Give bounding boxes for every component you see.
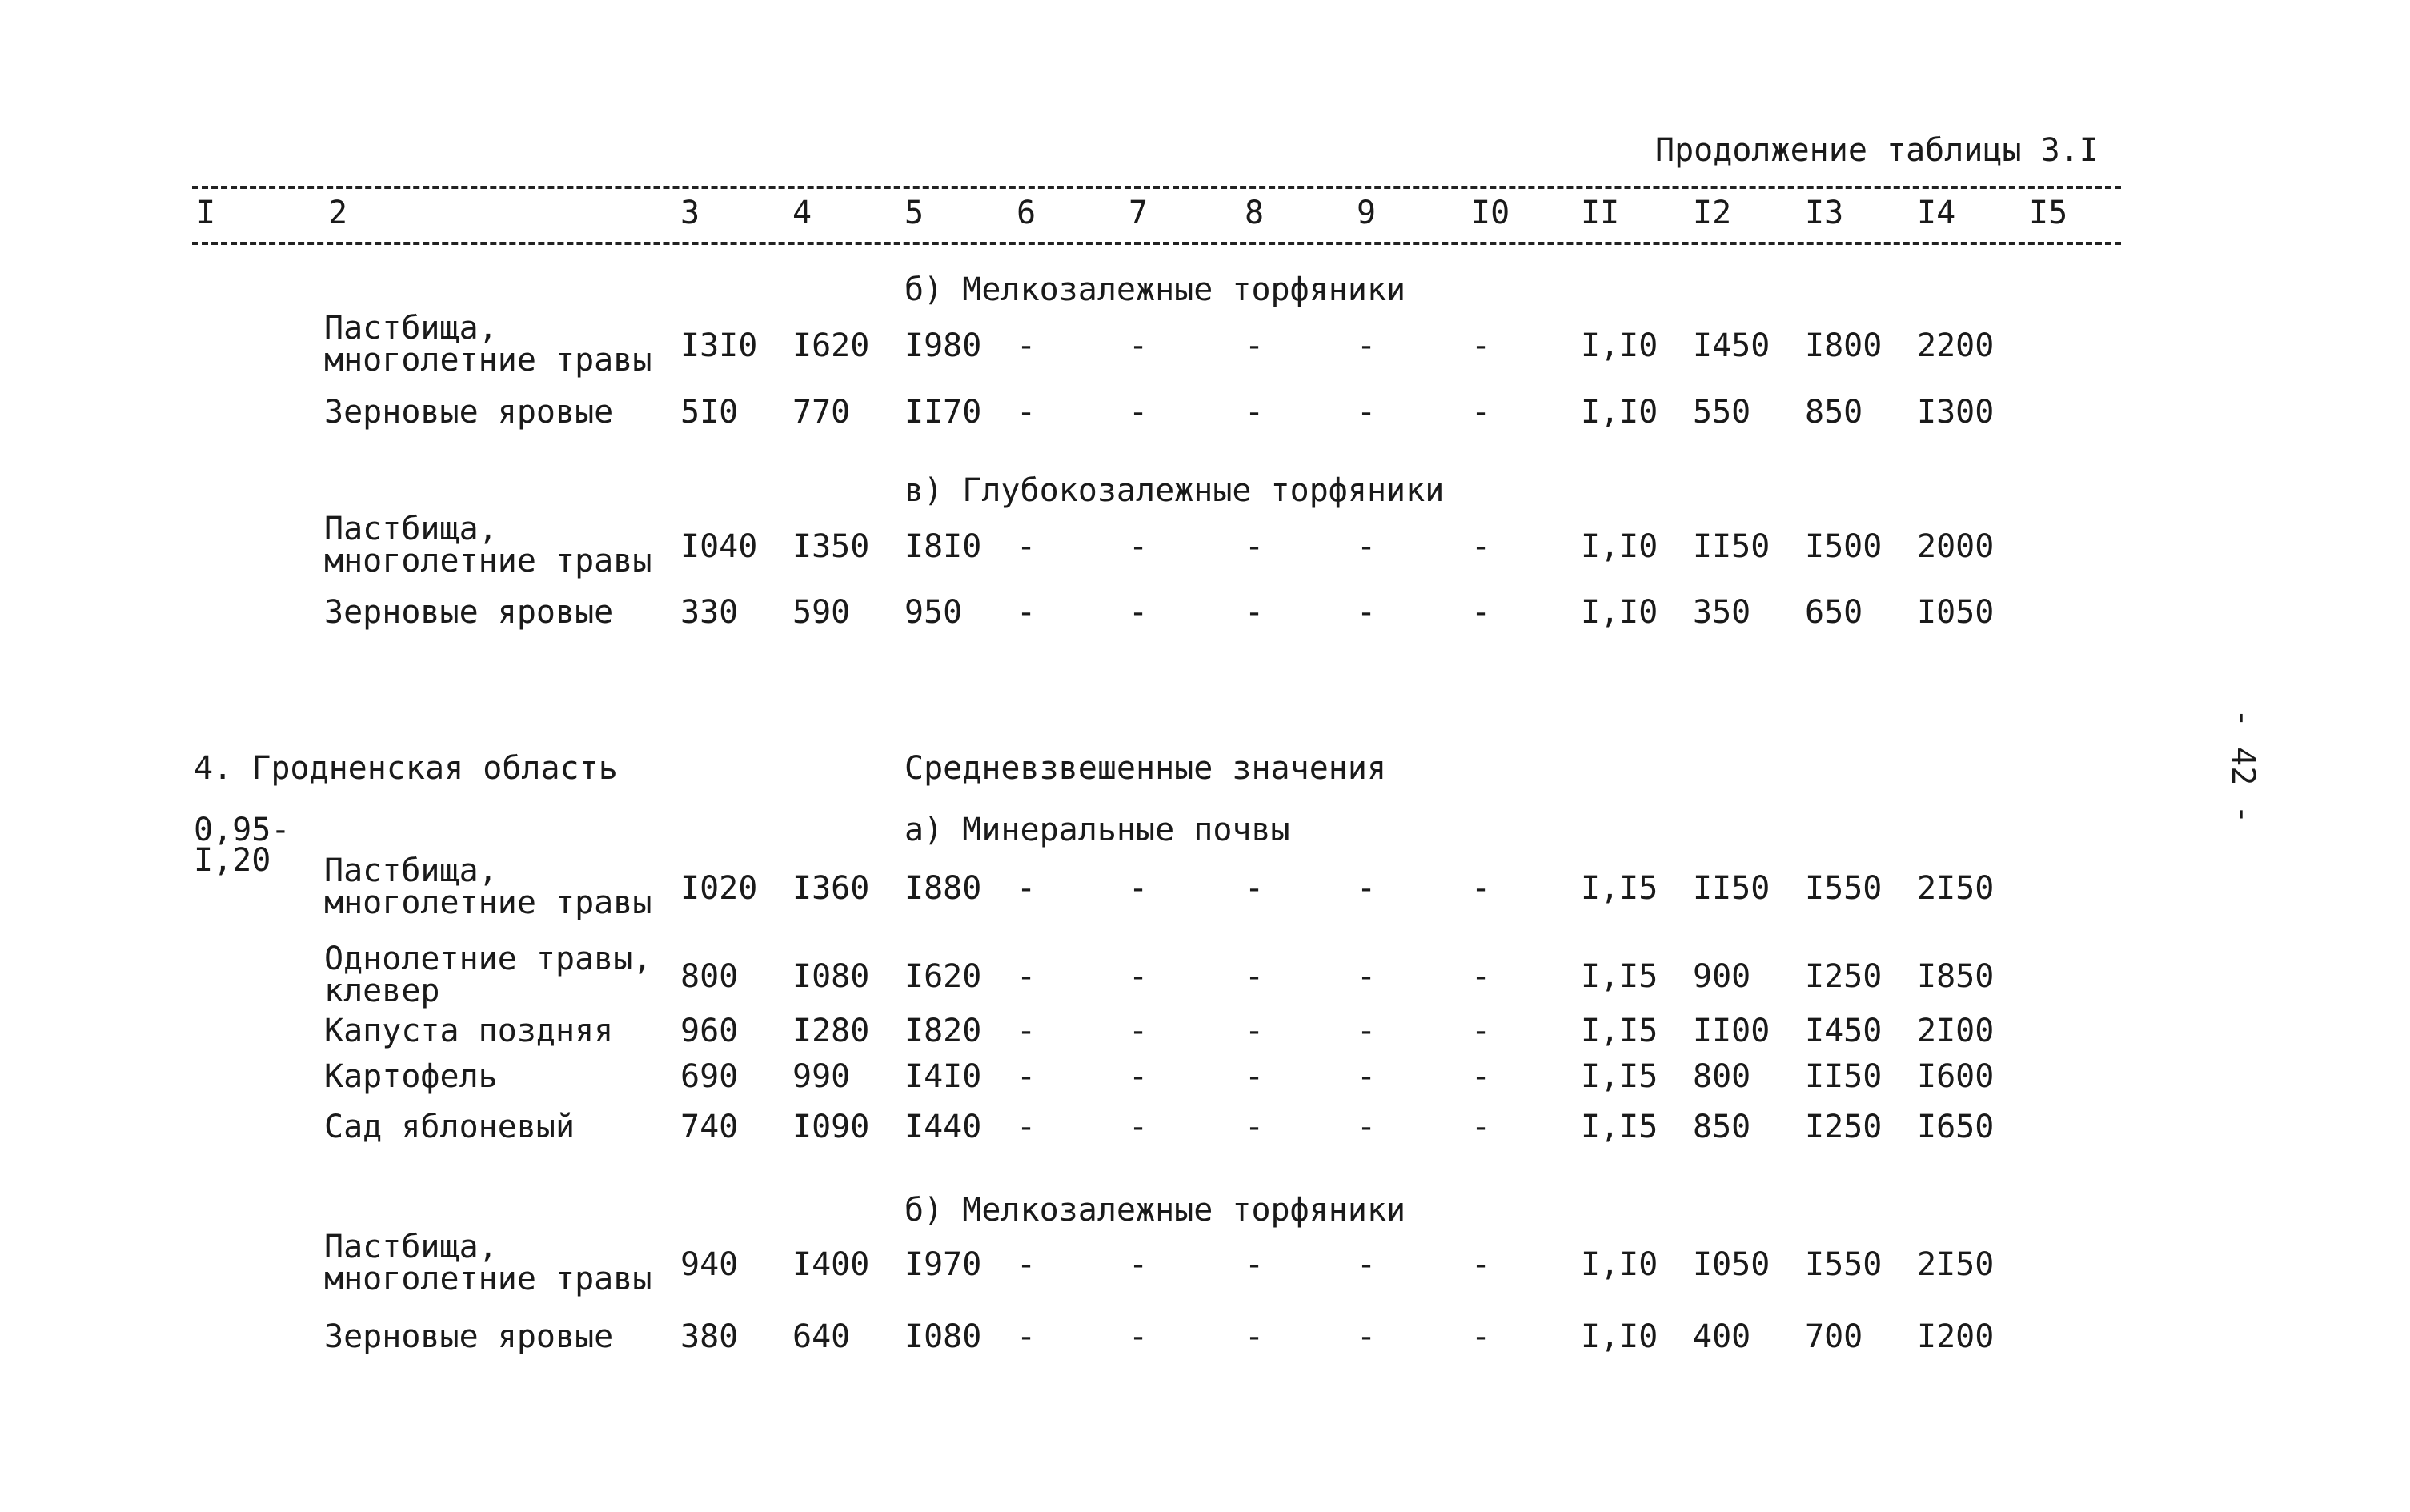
cell-dash: - [1017,528,1037,565]
section-heading: б) Мелкозалежные торфяники [904,271,1406,308]
cell-v3: I020 [680,870,758,907]
cell-v3: 330 [680,594,739,631]
cell-v3: 690 [680,1058,739,1095]
cell-dash: - [1245,394,1265,431]
cell-dash: - [1357,1246,1377,1283]
cell-dash: - [1129,1058,1149,1095]
cell-dash: - [1471,528,1491,565]
cell-v13: I250 [1805,1109,1883,1145]
cell-v4: I350 [792,528,870,565]
section-heading: а) Минеральные почвы [904,812,1290,848]
cell-v14: I300 [1917,394,1995,431]
cell-dash: - [1017,1318,1037,1355]
row-name: Капуста поздняя [324,1013,614,1049]
cell-v13: I450 [1805,1013,1883,1049]
section-heading: в) Глубокозалежные торфяники [904,472,1445,509]
row-name: Пастбища, многолетние травы [324,310,652,379]
cell-v5: 950 [904,594,963,631]
cell-v5: I440 [904,1109,982,1145]
cell-v14: I850 [1917,958,1995,995]
cell-v13: 700 [1805,1318,1863,1355]
cell-v14: 2000 [1917,528,1995,565]
cell-dash: - [1245,528,1265,565]
column-header-4: 4 [792,195,812,231]
column-header-12: I2 [1693,195,1732,231]
cell-dash: - [1357,528,1377,565]
cell-dash: - [1357,594,1377,631]
header-rule-top [192,186,2121,189]
cell-v5: II70 [904,394,982,431]
cell-v3: 800 [680,958,739,995]
cell-v11: I,I5 [1581,1013,1658,1049]
cell-v13: II50 [1805,1058,1883,1095]
cell-dash: - [1471,1246,1491,1283]
row-name: Зерновые яровые [324,1318,614,1355]
cell-dash: - [1357,1058,1377,1095]
cell-v13: 650 [1805,594,1863,631]
cell-dash: - [1129,594,1149,631]
cell-v3: 740 [680,1109,739,1145]
row-name: Картофель [324,1058,498,1095]
weighted-average-label: Средневзвешенные значения [904,750,1387,787]
cell-v5: I820 [904,1013,982,1049]
cell-dash: - [1245,594,1265,631]
cell-dash: - [1129,394,1149,431]
column-header-13: I3 [1805,195,1844,231]
cell-v4: 770 [792,394,851,431]
cell-dash: - [1017,958,1037,995]
column-header-15: I5 [2029,195,2068,231]
cell-v13: I500 [1805,528,1883,565]
cell-dash: - [1017,870,1037,907]
row-name: Зерновые яровые [324,394,614,431]
cell-v12: II50 [1693,528,1770,565]
cell-v12: 350 [1693,594,1751,631]
cell-v5: I980 [904,327,982,364]
cell-v13: I250 [1805,958,1883,995]
cell-dash: - [1357,870,1377,907]
header-rule-bottom [192,242,2121,245]
cell-v12: 400 [1693,1318,1751,1355]
cell-v12: 800 [1693,1058,1751,1095]
cell-dash: - [1245,327,1265,364]
cell-v14: 2I50 [1917,1246,1995,1283]
cell-v5: I970 [904,1246,982,1283]
cell-v14: 2I00 [1917,1013,1995,1049]
cell-v3: 960 [680,1013,739,1049]
cell-dash: - [1245,1109,1265,1145]
cell-v14: I650 [1917,1109,1995,1145]
cell-v3: I3I0 [680,327,758,364]
cell-v4: I080 [792,958,870,995]
cell-dash: - [1357,1109,1377,1145]
cell-v14: 2200 [1917,327,1995,364]
cell-v11: I,I0 [1581,594,1658,631]
coefficient-range-line2: I,20 [194,842,271,879]
cell-v12: 550 [1693,394,1751,431]
cell-dash: - [1471,958,1491,995]
cell-dash: - [1129,1318,1149,1355]
cell-v4: I280 [792,1013,870,1049]
cell-v4: 990 [792,1058,851,1095]
column-header-10: I0 [1471,195,1510,231]
cell-dash: - [1245,1246,1265,1283]
cell-dash: - [1129,870,1149,907]
cell-dash: - [1471,1013,1491,1049]
column-header-7: 7 [1129,195,1149,231]
cell-v3: 5I0 [680,394,739,431]
cell-dash: - [1357,958,1377,995]
cell-v13: I550 [1805,870,1883,907]
cell-v13: I550 [1805,1246,1883,1283]
cell-v13: 850 [1805,394,1863,431]
cell-v4: I090 [792,1109,870,1145]
cell-v14: I200 [1917,1318,1995,1355]
row-name: Сад яблоневый [324,1109,575,1145]
cell-v11: I,I5 [1581,870,1658,907]
cell-dash: - [1017,1013,1037,1049]
column-header-14: I4 [1917,195,1956,231]
cell-dash: - [1017,394,1037,431]
cell-dash: - [1017,1246,1037,1283]
cell-dash: - [1471,594,1491,631]
cell-dash: - [1245,870,1265,907]
row-name: Пастбища, многолетние травы [324,511,652,580]
cell-dash: - [1129,528,1149,565]
column-header-9: 9 [1357,195,1377,231]
cell-v14: 2I50 [1917,870,1995,907]
column-header-1: I [196,195,216,231]
cell-dash: - [1245,1058,1265,1095]
column-header-6: 6 [1017,195,1037,231]
cell-dash: - [1245,958,1265,995]
cell-dash: - [1471,394,1491,431]
cell-dash: - [1129,958,1149,995]
cell-v3: 380 [680,1318,739,1355]
cell-v11: I,I5 [1581,1058,1658,1095]
cell-v13: I800 [1805,327,1883,364]
cell-dash: - [1129,1246,1149,1283]
cell-v12: I450 [1693,327,1770,364]
cell-v5: I880 [904,870,982,907]
cell-v11: I,I0 [1581,394,1658,431]
cell-v12: I050 [1693,1246,1770,1283]
cell-v11: I,I5 [1581,1109,1658,1145]
row-name: Пастбища, многолетние травы [324,1229,652,1297]
cell-dash: - [1357,394,1377,431]
cell-v14: I050 [1917,594,1995,631]
column-header-5: 5 [904,195,924,231]
cell-v11: I,I0 [1581,327,1658,364]
cell-dash: - [1129,1013,1149,1049]
cell-dash: - [1471,870,1491,907]
cell-v5: I080 [904,1318,982,1355]
page-number: - 42 - [2224,708,2261,824]
cell-v4: I360 [792,870,870,907]
cell-dash: - [1357,327,1377,364]
cell-v4: I400 [792,1246,870,1283]
column-header-11: II [1581,195,1620,231]
cell-dash: - [1357,1013,1377,1049]
cell-v11: I,I0 [1581,528,1658,565]
column-header-3: 3 [680,195,700,231]
cell-v12: 900 [1693,958,1751,995]
cell-v5: I4I0 [904,1058,982,1095]
cell-dash: - [1471,327,1491,364]
cell-dash: - [1471,1318,1491,1355]
table-caption: Продолжение таблицы 3.I [1655,132,2099,169]
cell-v11: I,I0 [1581,1318,1658,1355]
cell-dash: - [1017,594,1037,631]
cell-v3: 940 [680,1246,739,1283]
cell-dash: - [1017,327,1037,364]
section-heading: б) Мелкозалежные торфяники [904,1192,1406,1229]
cell-dash: - [1017,1109,1037,1145]
cell-dash: - [1357,1318,1377,1355]
cell-v3: I040 [680,528,758,565]
region-title: 4. Гродненская область [194,750,618,787]
row-name: Однолетние травы, клевер [324,940,652,1009]
row-name: Зерновые яровые [324,594,614,631]
cell-v12: II00 [1693,1013,1770,1049]
cell-v4: 590 [792,594,851,631]
cell-dash: - [1129,327,1149,364]
cell-dash: - [1471,1058,1491,1095]
cell-v14: I600 [1917,1058,1995,1095]
cell-v12: II50 [1693,870,1770,907]
cell-dash: - [1017,1058,1037,1095]
cell-v4: 640 [792,1318,851,1355]
cell-dash: - [1129,1109,1149,1145]
cell-v4: I620 [792,327,870,364]
cell-v12: 850 [1693,1109,1751,1145]
column-header-8: 8 [1245,195,1265,231]
cell-v5: I8I0 [904,528,982,565]
column-header-2: 2 [328,195,348,231]
cell-v11: I,I0 [1581,1246,1658,1283]
cell-dash: - [1471,1109,1491,1145]
coefficient-range-line1: 0,95- [194,812,291,848]
cell-v11: I,I5 [1581,958,1658,995]
cell-v5: I620 [904,958,982,995]
cell-dash: - [1245,1013,1265,1049]
row-name: Пастбища, многолетние травы [324,852,652,921]
cell-dash: - [1245,1318,1265,1355]
